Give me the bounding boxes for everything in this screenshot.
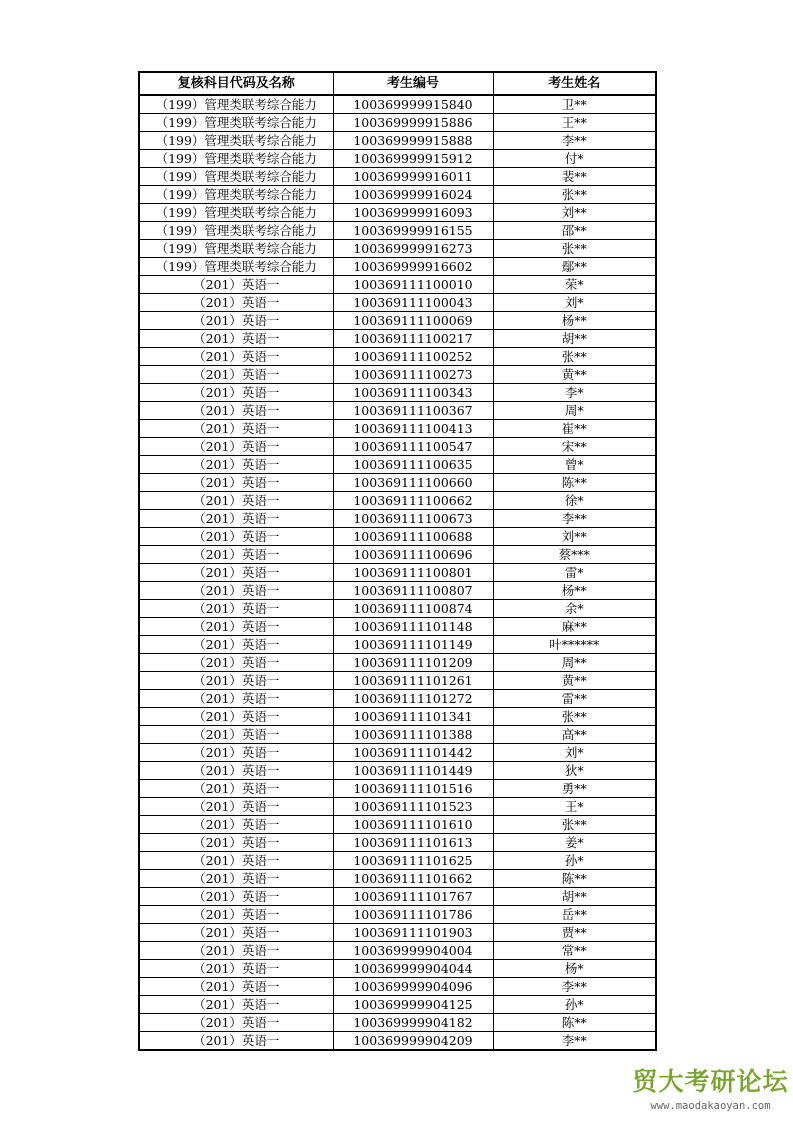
cell-candidate-id: 100369111100252 xyxy=(333,348,493,366)
cell-subject: （201）英语一 xyxy=(139,870,333,888)
table-row xyxy=(139,744,656,762)
cell-candidate-id: 100369999916273 xyxy=(333,240,493,258)
table-row xyxy=(139,654,656,672)
table-row xyxy=(139,510,656,528)
cell-subject: （199）管理类联考综合能力 xyxy=(139,258,333,276)
cell-candidate-name: 刘** xyxy=(493,204,656,222)
cell-candidate-name: 杨** xyxy=(493,582,656,600)
cell-candidate-id: 100369999904004 xyxy=(333,942,493,960)
cell-candidate-name: 陈** xyxy=(493,1014,656,1032)
cell-candidate-name: 鄢** xyxy=(493,258,656,276)
cell-candidate-id: 100369111101272 xyxy=(333,690,493,708)
cell-subject: （201）英语一 xyxy=(139,726,333,744)
cell-subject: （201）英语一 xyxy=(139,294,333,312)
cell-subject: （201）英语一 xyxy=(139,942,333,960)
cell-candidate-name: 常** xyxy=(493,942,656,960)
table-header-row xyxy=(139,72,656,95)
watermark-url: www.maodakaoyan.com xyxy=(650,1100,771,1112)
cell-candidate-name: 勇** xyxy=(493,780,656,798)
table-row xyxy=(139,240,656,258)
table-row xyxy=(139,834,656,852)
cell-candidate-id: 100369111101767 xyxy=(333,888,493,906)
cell-candidate-name: 刘* xyxy=(493,744,656,762)
cell-subject: （201）英语一 xyxy=(139,330,333,348)
cell-candidate-name: 张** xyxy=(493,186,656,204)
cell-candidate-name: 陈** xyxy=(493,870,656,888)
cell-candidate-name: 狄* xyxy=(493,762,656,780)
cell-candidate-id: 100369111101516 xyxy=(333,780,493,798)
cell-candidate-name: 李* xyxy=(493,384,656,402)
cell-candidate-name: 邵** xyxy=(493,222,656,240)
cell-candidate-name: 蔡*** xyxy=(493,546,656,564)
cell-candidate-name: 叶****** xyxy=(493,636,656,654)
table-row xyxy=(139,600,656,618)
cell-candidate-name: 胡** xyxy=(493,330,656,348)
cell-subject: （199）管理类联考综合能力 xyxy=(139,114,333,132)
cell-candidate-name: 周* xyxy=(493,402,656,420)
cell-subject: （201）英语一 xyxy=(139,906,333,924)
cell-candidate-name: 陈** xyxy=(493,474,656,492)
cell-subject: （201）英语一 xyxy=(139,510,333,528)
cell-candidate-name: 麻** xyxy=(493,618,656,636)
cell-candidate-id: 100369111100660 xyxy=(333,474,493,492)
cell-candidate-id: 100369111101148 xyxy=(333,618,493,636)
cell-subject: （199）管理类联考综合能力 xyxy=(139,132,333,150)
cell-candidate-id: 100369999915888 xyxy=(333,132,493,150)
cell-candidate-id: 100369999916155 xyxy=(333,222,493,240)
cell-candidate-name: 杨** xyxy=(493,312,656,330)
cell-subject: （199）管理类联考综合能力 xyxy=(139,150,333,168)
cell-candidate-name: 王** xyxy=(493,114,656,132)
cell-candidate-name: 黄** xyxy=(493,366,656,384)
cell-subject: （201）英语一 xyxy=(139,924,333,942)
cell-subject: （201）英语一 xyxy=(139,1014,333,1032)
table-row xyxy=(139,672,656,690)
cell-candidate-id: 100369111101388 xyxy=(333,726,493,744)
cell-candidate-id: 100369111101149 xyxy=(333,636,493,654)
cell-candidate-id: 100369111100635 xyxy=(333,456,493,474)
cell-subject: （201）英语一 xyxy=(139,816,333,834)
cell-candidate-name: 黄** xyxy=(493,672,656,690)
cell-candidate-id: 100369999916602 xyxy=(333,258,493,276)
cell-subject: （199）管理类联考综合能力 xyxy=(139,222,333,240)
cell-subject: （201）英语一 xyxy=(139,600,333,618)
header-candidate-id: 考生编号 xyxy=(333,72,493,95)
cell-subject: （201）英语一 xyxy=(139,492,333,510)
cell-subject: （201）英语一 xyxy=(139,618,333,636)
cell-candidate-name: 孙* xyxy=(493,852,656,870)
cell-candidate-name: 李** xyxy=(493,1032,656,1051)
header-candidate-name: 考生姓名 xyxy=(493,72,656,95)
table-row xyxy=(139,474,656,492)
cell-subject: （201）英语一 xyxy=(139,690,333,708)
cell-candidate-name: 姜* xyxy=(493,834,656,852)
cell-candidate-id: 100369111100874 xyxy=(333,600,493,618)
table-row xyxy=(139,456,656,474)
cell-candidate-id: 100369999916093 xyxy=(333,204,493,222)
table-row xyxy=(139,204,656,222)
cell-subject: （201）英语一 xyxy=(139,366,333,384)
table-row xyxy=(139,186,656,204)
cell-subject: （201）英语一 xyxy=(139,348,333,366)
cell-candidate-id: 100369111101261 xyxy=(333,672,493,690)
table-row xyxy=(139,978,656,996)
cell-subject: （201）英语一 xyxy=(139,654,333,672)
cell-candidate-id: 100369999915886 xyxy=(333,114,493,132)
cell-candidate-name: 付* xyxy=(493,150,656,168)
table-row xyxy=(139,798,656,816)
table-row xyxy=(139,366,656,384)
table-row xyxy=(139,420,656,438)
cell-subject: （201）英语一 xyxy=(139,852,333,870)
cell-subject: （201）英语一 xyxy=(139,744,333,762)
table-row xyxy=(139,924,656,942)
cell-candidate-name: 宋** xyxy=(493,438,656,456)
table-row xyxy=(139,708,656,726)
table-row xyxy=(139,222,656,240)
cell-subject: （201）英语一 xyxy=(139,456,333,474)
watermark-title: 贸大考研论坛 xyxy=(632,1067,789,1096)
table-row xyxy=(139,888,656,906)
results-table xyxy=(138,71,657,1051)
cell-subject: （201）英语一 xyxy=(139,762,333,780)
cell-candidate-id: 100369111101209 xyxy=(333,654,493,672)
cell-subject: （201）英语一 xyxy=(139,582,333,600)
cell-candidate-name: 李** xyxy=(493,132,656,150)
table-row xyxy=(139,762,656,780)
cell-candidate-id: 100369111100343 xyxy=(333,384,493,402)
cell-subject: （199）管理类联考综合能力 xyxy=(139,186,333,204)
cell-candidate-id: 100369999915840 xyxy=(333,95,493,114)
cell-candidate-name: 张** xyxy=(493,816,656,834)
cell-candidate-id: 100369999904182 xyxy=(333,1014,493,1032)
cell-candidate-id: 100369111101786 xyxy=(333,906,493,924)
table-row xyxy=(139,618,656,636)
cell-candidate-name: 余* xyxy=(493,600,656,618)
table-row xyxy=(139,330,656,348)
cell-candidate-id: 100369999915912 xyxy=(333,150,493,168)
cell-candidate-name: 张** xyxy=(493,708,656,726)
cell-subject: （201）英语一 xyxy=(139,384,333,402)
table-row xyxy=(139,402,656,420)
cell-subject: （201）英语一 xyxy=(139,546,333,564)
table-row xyxy=(139,492,656,510)
table-row xyxy=(139,312,656,330)
cell-candidate-name: 雷* xyxy=(493,564,656,582)
table-row xyxy=(139,168,656,186)
cell-candidate-id: 100369111101613 xyxy=(333,834,493,852)
cell-candidate-id: 100369111100801 xyxy=(333,564,493,582)
cell-candidate-id: 100369111101449 xyxy=(333,762,493,780)
cell-subject: （201）英语一 xyxy=(139,312,333,330)
cell-subject: （201）英语一 xyxy=(139,834,333,852)
cell-candidate-id: 100369111100069 xyxy=(333,312,493,330)
cell-candidate-id: 100369999904044 xyxy=(333,960,493,978)
cell-candidate-name: 张** xyxy=(493,240,656,258)
cell-subject: （199）管理类联考综合能力 xyxy=(139,168,333,186)
table-row xyxy=(139,294,656,312)
cell-subject: （201）英语一 xyxy=(139,960,333,978)
cell-candidate-id: 100369111101610 xyxy=(333,816,493,834)
cell-candidate-name: 刘** xyxy=(493,528,656,546)
cell-candidate-name: 崔** xyxy=(493,420,656,438)
cell-candidate-name: 刘* xyxy=(493,294,656,312)
cell-subject: （201）英语一 xyxy=(139,888,333,906)
table-row xyxy=(139,276,656,294)
cell-subject: （201）英语一 xyxy=(139,402,333,420)
table-row xyxy=(139,906,656,924)
cell-candidate-id: 100369111100367 xyxy=(333,402,493,420)
header-subject: 复核科目代码及名称 xyxy=(139,72,333,95)
cell-candidate-name: 孙* xyxy=(493,996,656,1014)
cell-candidate-id: 100369111100217 xyxy=(333,330,493,348)
cell-candidate-name: 贾** xyxy=(493,924,656,942)
cell-candidate-name: 岳** xyxy=(493,906,656,924)
table-row xyxy=(139,852,656,870)
cell-candidate-id: 100369111100662 xyxy=(333,492,493,510)
cell-candidate-id: 100369111100696 xyxy=(333,546,493,564)
table-row xyxy=(139,690,656,708)
cell-subject: （201）英语一 xyxy=(139,1032,333,1051)
table-row xyxy=(139,942,656,960)
cell-candidate-name: 裴** xyxy=(493,168,656,186)
table-row xyxy=(139,150,656,168)
cell-candidate-id: 100369999916011 xyxy=(333,168,493,186)
cell-candidate-id: 100369999916024 xyxy=(333,186,493,204)
table-row xyxy=(139,564,656,582)
cell-candidate-name: 高** xyxy=(493,726,656,744)
cell-subject: （199）管理类联考综合能力 xyxy=(139,204,333,222)
cell-candidate-name: 李** xyxy=(493,978,656,996)
cell-candidate-name: 周** xyxy=(493,654,656,672)
cell-subject: （201）英语一 xyxy=(139,438,333,456)
table-row xyxy=(139,384,656,402)
cell-candidate-id: 100369999904096 xyxy=(333,978,493,996)
cell-candidate-name: 李** xyxy=(493,510,656,528)
table-row xyxy=(139,996,656,1014)
table-body xyxy=(139,95,656,1050)
cell-candidate-name: 徐* xyxy=(493,492,656,510)
cell-candidate-name: 胡** xyxy=(493,888,656,906)
cell-subject: （201）英语一 xyxy=(139,528,333,546)
cell-candidate-id: 100369111100688 xyxy=(333,528,493,546)
table-row xyxy=(139,816,656,834)
cell-candidate-id: 100369999904125 xyxy=(333,996,493,1014)
cell-candidate-id: 100369111100807 xyxy=(333,582,493,600)
cell-candidate-name: 荣* xyxy=(493,276,656,294)
cell-subject: （201）英语一 xyxy=(139,636,333,654)
cell-subject: （201）英语一 xyxy=(139,996,333,1014)
cell-subject: （201）英语一 xyxy=(139,780,333,798)
cell-candidate-id: 100369111101442 xyxy=(333,744,493,762)
cell-candidate-id: 100369111101903 xyxy=(333,924,493,942)
cell-candidate-name: 曾* xyxy=(493,456,656,474)
cell-candidate-name: 王* xyxy=(493,798,656,816)
cell-subject: （201）英语一 xyxy=(139,708,333,726)
cell-candidate-id: 100369111100547 xyxy=(333,438,493,456)
cell-subject: （201）英语一 xyxy=(139,798,333,816)
table-row xyxy=(139,546,656,564)
table-row xyxy=(139,726,656,744)
table-row xyxy=(139,780,656,798)
cell-candidate-id: 100369111100273 xyxy=(333,366,493,384)
cell-subject: （201）英语一 xyxy=(139,420,333,438)
cell-candidate-id: 100369111101523 xyxy=(333,798,493,816)
watermark xyxy=(628,1062,793,1112)
table-row xyxy=(139,960,656,978)
cell-candidate-id: 100369111101662 xyxy=(333,870,493,888)
table-row xyxy=(139,1032,656,1051)
cell-candidate-id: 100369111101341 xyxy=(333,708,493,726)
cell-candidate-id: 100369111100413 xyxy=(333,420,493,438)
cell-candidate-name: 杨* xyxy=(493,960,656,978)
table-row xyxy=(139,114,656,132)
cell-candidate-name: 张** xyxy=(493,348,656,366)
table-row xyxy=(139,870,656,888)
table-row xyxy=(139,258,656,276)
table-row xyxy=(139,636,656,654)
cell-subject: （201）英语一 xyxy=(139,474,333,492)
cell-subject: （201）英语一 xyxy=(139,978,333,996)
cell-candidate-id: 100369111100043 xyxy=(333,294,493,312)
cell-candidate-id: 100369999904209 xyxy=(333,1032,493,1051)
cell-candidate-name: 卫** xyxy=(493,95,656,114)
table-row xyxy=(139,1014,656,1032)
cell-subject: （201）英语一 xyxy=(139,672,333,690)
cell-candidate-id: 100369111100673 xyxy=(333,510,493,528)
table-row xyxy=(139,348,656,366)
table-row xyxy=(139,95,656,114)
table-row xyxy=(139,528,656,546)
cell-candidate-id: 100369111101625 xyxy=(333,852,493,870)
cell-candidate-id: 100369111100010 xyxy=(333,276,493,294)
table-row xyxy=(139,132,656,150)
cell-subject: （199）管理类联考综合能力 xyxy=(139,240,333,258)
cell-candidate-name: 雷** xyxy=(493,690,656,708)
cell-subject: （201）英语一 xyxy=(139,276,333,294)
cell-subject: （201）英语一 xyxy=(139,564,333,582)
cell-subject: （199）管理类联考综合能力 xyxy=(139,95,333,114)
table-row xyxy=(139,582,656,600)
table-row xyxy=(139,438,656,456)
